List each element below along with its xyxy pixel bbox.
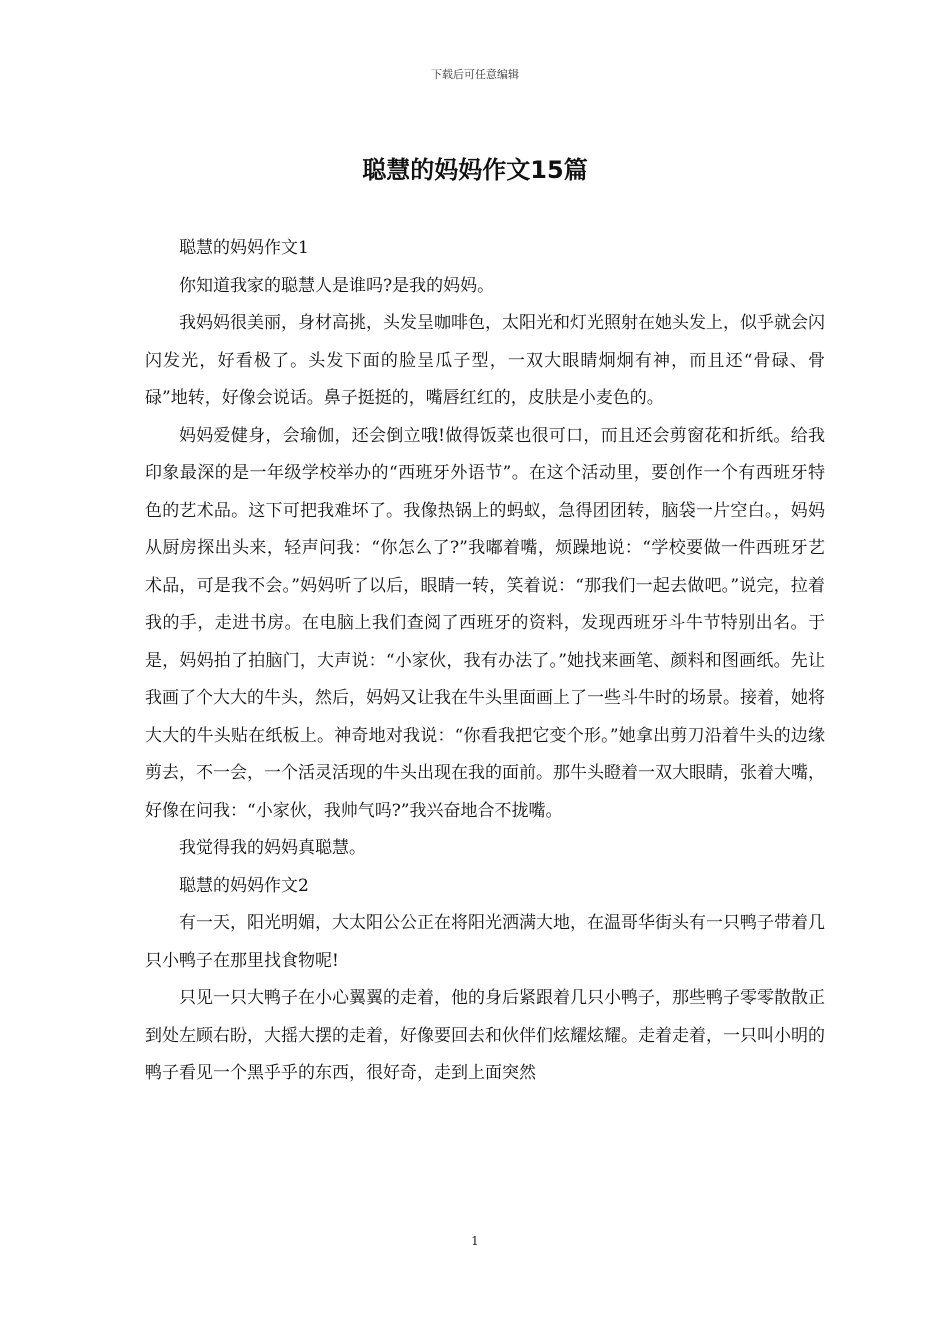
paragraph: 我妈妈很美丽，身材高挑，头发呈咖啡色，太阳光和灯光照射在她头发上，似乎就会闪闪发光，好看极了。头发下面的脸呈瓜子型，一双大眼睛炯炯有神，而且还“骨碌、骨碌”地转，好像会说话。鼻子挺挺的，嘴唇红红的，皮肤是小麦色的。: [145, 313, 825, 408]
section-heading-1: 聪慧的妈妈作文1: [179, 238, 309, 258]
paragraph: 有一天，阳光明媚，大太阳公公正在将阳光洒满大地，在温哥华街头有一只鸭子带着几只小鸭子在那里找食物呢!: [145, 913, 825, 971]
header-note: 下载后可任意编辑: [431, 68, 519, 81]
paragraph: 妈妈爱健身，会瑜伽，还会倒立哦!做得饭菜也很可口，而且还会剪窗花和折纸。给我印象最深的是一年级学校举办的“西班牙外语节”。在这个活动里，要创作一个有西班牙特色的艺术品。这下可把我难坏了。我像热锅上的蚂蚁，急得团团转，脑袋一片空白。，妈妈从厨房探出头来，轻声问我：“你怎么了?”我嘟着嘴，烦躁地说：“学校要做一件西班牙艺术品，可是我不会。”妈妈听了以后，眼睛一转，笑着说：“那我们一起去做吧。”说完，拉着我的手，走进书房。在电脑上我们查阅了西班牙的资料，发现西班牙斗牛节特别出名。于是，妈妈拍了拍脑门，大声说：“小家伙，我有办法了。”她找来画笔、颜料和图画纸。先让我画了个大大的牛头，然后，妈妈又让我在牛头里面画上了一些斗牛时的场景。接着，她将大大的牛头贴在纸板上。神奇地对我说：“你看我把它变个形。”她拿出剪刀沿着牛头的边缘剪去，不一会，一个活灵活现的牛头出现在我的面前。那牛头瞪着一双大眼睛，张着大嘴，好像在问我：“小家伙，我帅气吗?”我兴奋地合不拢嘴。: [145, 425, 825, 821]
document-body: [145, 230, 825, 1093]
paragraph: 你知道我家的聪慧人是谁吗?是我的妈妈。: [179, 275, 495, 296]
section-heading-2: 聪慧的妈妈作文2: [179, 875, 309, 896]
paragraph: 只见一只大鸭子在小心翼翼的走着，他的身后紧跟着几只小鸭子，那些鸭子零零散散正到处左顾右盼，大摇大摆的走着，好像要回去和伙伴们炫耀炫耀。走着走着，一只叫小明的鸭子看见一个黑乎乎的东西，很好奇，走到上面突然: [145, 988, 825, 1083]
page-number: 1: [471, 1234, 479, 1248]
document-title: 聪慧的妈妈作文15篇: [362, 156, 588, 184]
paragraph: 我觉得我的妈妈真聪慧。: [179, 838, 366, 858]
